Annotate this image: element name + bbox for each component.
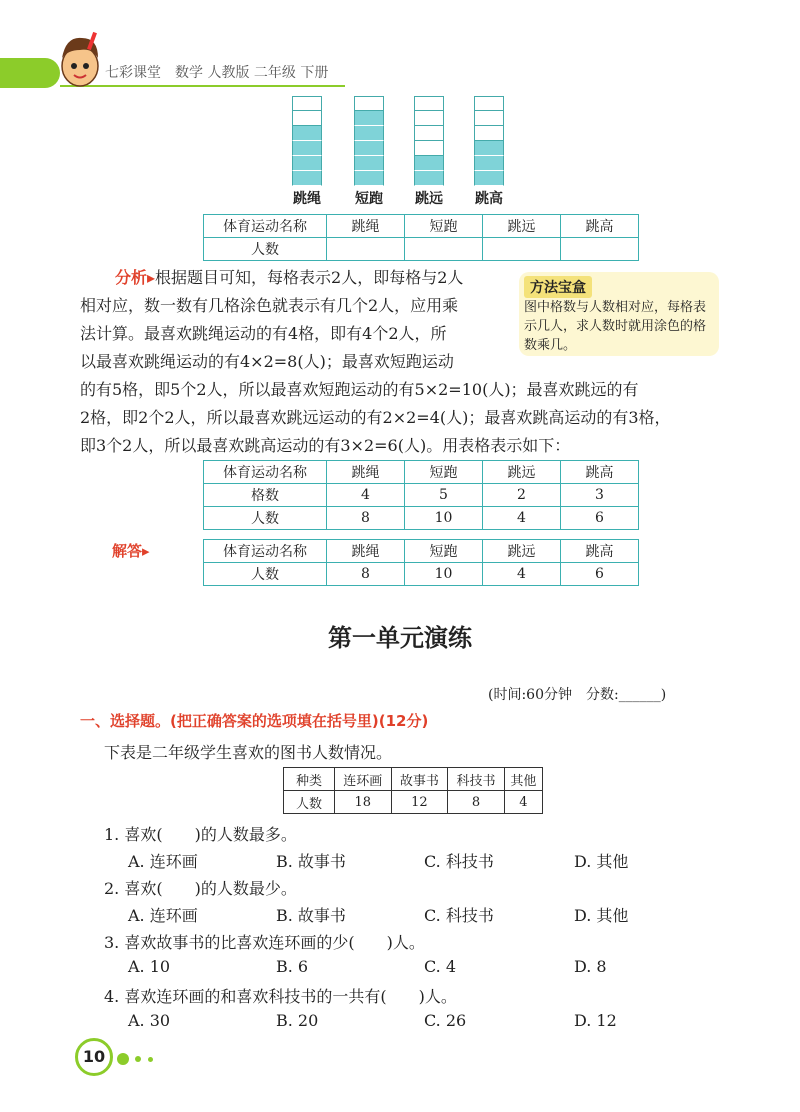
table-cell: 跳高 xyxy=(561,215,639,238)
table-cell: 科技书 xyxy=(448,768,505,791)
chart-cell xyxy=(474,171,504,186)
chart-cell xyxy=(414,171,444,186)
table-cell: 6 xyxy=(561,507,639,530)
chart-cell xyxy=(292,111,322,126)
table-row xyxy=(284,768,543,791)
table-cell: 短跑 xyxy=(405,540,483,563)
table-row xyxy=(204,507,639,530)
question-option: C. 科技书 xyxy=(424,852,494,871)
header-bar xyxy=(0,58,60,88)
table-row xyxy=(204,540,639,563)
arrow-icon: ▸ xyxy=(142,542,150,560)
table-row xyxy=(204,461,639,484)
question-option: A. 连环画 xyxy=(128,906,198,925)
table-cell: 人数 xyxy=(204,238,327,261)
table-cell: 人数 xyxy=(204,507,327,530)
analysis-label: 分析 xyxy=(115,268,148,287)
table-cell: 3 xyxy=(561,484,639,507)
table-cell xyxy=(561,238,639,261)
section-intro: 下表是二年级学生喜欢的图书人数情况。 xyxy=(104,743,393,762)
chart-cell xyxy=(414,141,444,156)
chart-cell xyxy=(474,156,504,171)
table-cell: 8 xyxy=(327,507,405,530)
blank-table xyxy=(203,214,639,261)
chart-cell xyxy=(354,171,384,186)
question-text: 4. 喜欢连环画的和喜欢科技书的一共有( )人。 xyxy=(104,987,457,1006)
header-title: 七彩课堂 数学 人教版 二年级 下册 xyxy=(105,65,329,81)
table-row xyxy=(204,238,639,261)
analysis-line: 法计算。最喜欢跳绳运动的有4格，即有4个2人，所 xyxy=(80,324,447,343)
table-cell: 格数 xyxy=(204,484,327,507)
table-cell: 跳远 xyxy=(483,461,561,484)
table-cell: 4 xyxy=(327,484,405,507)
chart-cell xyxy=(414,156,444,171)
section-title: 一、选择题。(把正确答案的选项填在括号里)(12分) xyxy=(80,712,429,730)
answer-label: 解答▸ xyxy=(112,542,150,560)
table-cell: 体育运动名称 xyxy=(204,461,327,484)
question-option: D. 其他 xyxy=(574,852,629,871)
table-row xyxy=(204,215,639,238)
table-cell: 种类 xyxy=(284,768,335,791)
time-info: (时间:60分钟 分数:______) xyxy=(488,687,667,703)
analysis-line: 相对应，数一数有几格涂色就表示有几个2人，应用乘 xyxy=(80,296,459,315)
analysis-line: 以最喜欢跳绳运动的有4×2=8(人)；最喜欢短跑运动 xyxy=(80,352,454,371)
question-option: D. 8 xyxy=(574,957,607,976)
question-option: B. 6 xyxy=(276,957,309,976)
chart-cell xyxy=(292,171,322,186)
question-option: B. 故事书 xyxy=(276,852,346,871)
table-cell: 4 xyxy=(483,563,561,586)
chart-label: 短跑 xyxy=(355,191,383,207)
question-option: B. 故事书 xyxy=(276,906,346,925)
table-cell: 2 xyxy=(483,484,561,507)
mascot-icon xyxy=(52,28,108,88)
chart-column xyxy=(474,96,504,186)
unit-title: 第一单元演练 xyxy=(328,624,472,652)
chart-column xyxy=(292,96,322,186)
table-cell: 10 xyxy=(405,507,483,530)
chart-column xyxy=(414,96,444,186)
table-cell: 其他 xyxy=(504,768,542,791)
chart-cell xyxy=(354,111,384,126)
book-table xyxy=(283,767,543,814)
chart-cell xyxy=(292,156,322,171)
table-cell: 4 xyxy=(483,507,561,530)
table-cell: 跳高 xyxy=(561,540,639,563)
arrow-icon: ▸ xyxy=(147,268,156,287)
question-text: 3. 喜欢故事书的比喜欢连环画的少( )人。 xyxy=(104,933,425,952)
decor-dot xyxy=(135,1056,141,1062)
chart-cell xyxy=(414,126,444,141)
chart-label: 跳绳 xyxy=(293,191,321,207)
table-cell: 跳远 xyxy=(483,215,561,238)
chart-cell xyxy=(414,96,444,111)
table-cell: 体育运动名称 xyxy=(204,540,327,563)
analysis-line: 分析▸根据题目可知，每格表示2人，即每格与2人 xyxy=(115,268,464,287)
chart-cell xyxy=(354,126,384,141)
chart-cell xyxy=(474,96,504,111)
chart-label: 跳远 xyxy=(415,191,443,207)
table-cell: 短跑 xyxy=(405,215,483,238)
chart-cell xyxy=(292,141,322,156)
table-cell: 故事书 xyxy=(391,768,448,791)
table-cell: 短跑 xyxy=(405,461,483,484)
chart-column xyxy=(354,96,384,186)
analysis-line: 的有5格，即5个2人，所以最喜欢短跑运动的有5×2=10(人)；最喜欢跳远的有 xyxy=(80,380,639,399)
table-cell: 跳高 xyxy=(561,461,639,484)
decor-dot xyxy=(117,1053,129,1065)
answer-table xyxy=(203,539,639,586)
chart-cell xyxy=(292,96,322,111)
question-option: D. 其他 xyxy=(574,906,629,925)
method-box-text: 图中格数与人数相对应，每格表示几人，求人数时就用涂色的格数乘几。 xyxy=(524,300,707,353)
table-cell: 体育运动名称 xyxy=(204,215,327,238)
question-option: A. 10 xyxy=(128,957,171,976)
table-cell: 10 xyxy=(405,563,483,586)
table-cell: 跳绳 xyxy=(327,540,405,563)
page-number: 10 xyxy=(75,1038,113,1076)
analysis-line: 2格，即2个2人，所以最喜欢跳远运动的有2×2=4(人)；最喜欢跳高运动的有3格， xyxy=(80,408,671,427)
table-cell: 12 xyxy=(391,791,448,814)
table-cell xyxy=(483,238,561,261)
table-cell: 5 xyxy=(405,484,483,507)
table-cell: 8 xyxy=(448,791,505,814)
chart-cell xyxy=(474,141,504,156)
table-cell: 跳绳 xyxy=(327,461,405,484)
table-cell: 4 xyxy=(504,791,542,814)
question-option: C. 科技书 xyxy=(424,906,494,925)
question-option: A. 30 xyxy=(128,1011,171,1030)
data-table xyxy=(203,460,639,530)
table-cell: 连环画 xyxy=(335,768,392,791)
chart-cell xyxy=(354,156,384,171)
table-cell xyxy=(405,238,483,261)
table-row xyxy=(204,563,639,586)
table-cell: 人数 xyxy=(284,791,335,814)
chart-cell xyxy=(292,126,322,141)
question-text: 2. 喜欢( )的人数最少。 xyxy=(104,879,297,898)
decor-dot xyxy=(148,1057,153,1062)
chart-cell xyxy=(474,111,504,126)
chart-cell xyxy=(414,111,444,126)
table-cell: 18 xyxy=(335,791,392,814)
table-cell: 人数 xyxy=(204,563,327,586)
chart-cell xyxy=(354,96,384,111)
analysis-line: 即3个2人，所以最喜欢跳高运动的有3×2=6(人)。用表格表示如下： xyxy=(80,436,571,455)
table-cell: 8 xyxy=(327,563,405,586)
table-row xyxy=(204,484,639,507)
table-cell: 6 xyxy=(561,563,639,586)
question-option: C. 4 xyxy=(424,957,457,976)
method-box-title: 方法宝盒 xyxy=(524,276,592,298)
table-cell: 跳远 xyxy=(483,540,561,563)
question-option: C. 26 xyxy=(424,1011,467,1030)
chart-cell xyxy=(354,141,384,156)
table-cell: 跳绳 xyxy=(327,215,405,238)
chart-label: 跳高 xyxy=(475,191,503,207)
table-row xyxy=(284,791,543,814)
question-text: 1. 喜欢( )的人数最多。 xyxy=(104,825,297,844)
question-option: D. 12 xyxy=(574,1011,617,1030)
chart-cell xyxy=(474,126,504,141)
question-option: B. 20 xyxy=(276,1011,319,1030)
question-option: A. 连环画 xyxy=(128,852,198,871)
table-cell xyxy=(327,238,405,261)
